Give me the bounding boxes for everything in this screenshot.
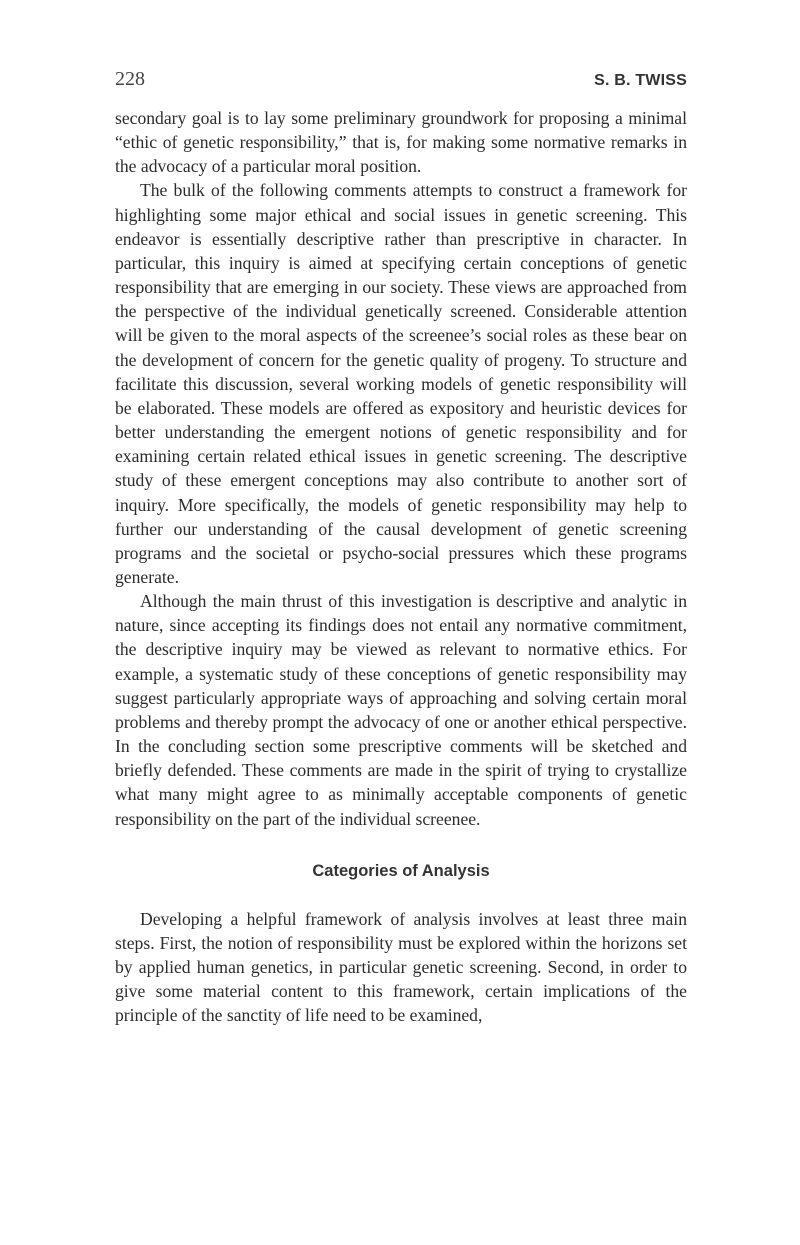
body-text <box>115 106 687 1028</box>
section-heading: Categories of Analysis <box>312 861 490 880</box>
running-head: S. B. TWISS <box>594 72 687 89</box>
page-number: 228 <box>115 68 145 90</box>
paragraph: Developing a helpful framework of analysis involves at least three main steps. First, the notion of responsibility must be explored within the horizons set by applied human genetics, in particular genetic screening. Second, in order to give some material content to this framework, certain implications of the principle of the sanctity of life need to be examined, <box>115 908 687 1026</box>
paragraph: Although the main thrust of this investigation is descriptive and analytic in nature, since accepting its findings does not entail any normative commitment, the descriptive inquiry may be viewed as relevant to normative ethics. For example, a systematic study of these conceptions of genetic responsibility may suggest particularly appropriate ways of approaching and solving certain moral problems and thereby prompt the advocacy of one or another ethical perspective. In the concluding section some prescriptive comments will be sketched and briefly defended. These comments are made in the spirit of trying to crystallize what many might agree to as minimally acceptable components of genetic responsibility on the part of the individual screenee. <box>115 591 687 829</box>
page-header <box>115 68 687 91</box>
paragraph: The bulk of the following comments attempts to construct a framework for highlighting some major ethical and social issues in genetic screening. This endeavor is essentially descriptive rather than prescriptive in character. In particular, this inquiry is aimed at specifying certain conceptions of genetic responsibility that are emerging in our society. These views are approached from the perspective of the individual genetically screened. Considerable attention will be given to the moral aspects of the screenee’s social roles as these bear on the development of concern for the genetic quality of progeny. To structure and facilitate this discussion, several working models of genetic responsibility will be elaborated. These models are offered as expository and heuristic devices for better understanding the emergent notions of genetic responsibility and for examining certain related ethical issues in genetic screening. The descriptive study of these emergent conceptions may also contribute to another sort of inquiry. More specifically, the models of genetic responsibility may help to further our understanding of the causal development of genetic screening programs and the societal or psycho-social pressures which these programs generate. <box>115 180 687 587</box>
paragraph-continued: secondary goal is to lay some preliminary groundwork for proposing a minimal “ethic of genetic responsibility,” that is, for making some normative remarks in the advocacy of a particular moral position. <box>115 108 687 177</box>
